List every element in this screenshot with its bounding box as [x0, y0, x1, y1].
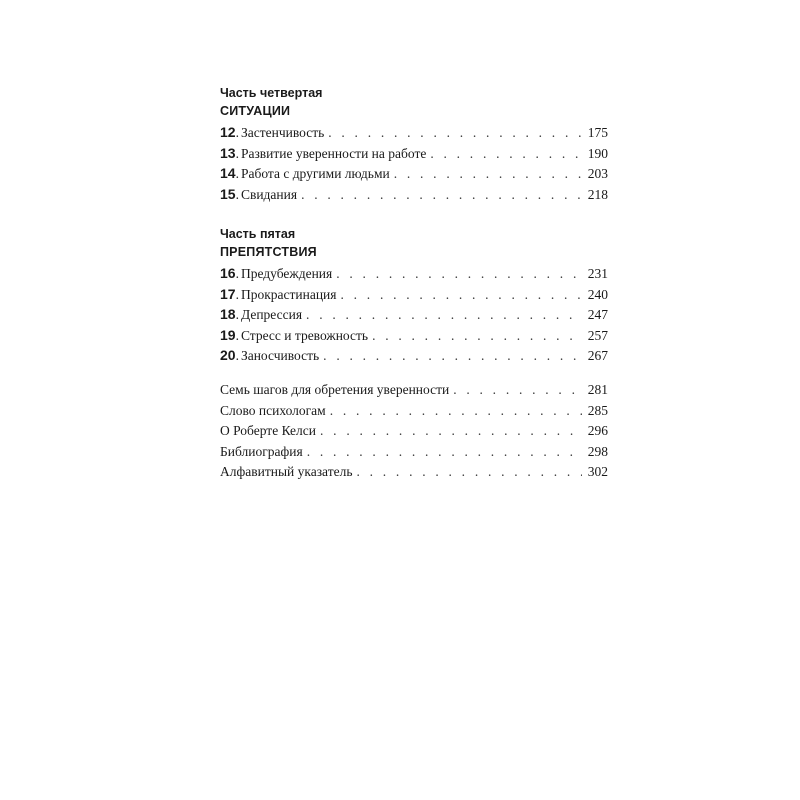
chapter-title: Прокрастинация	[240, 286, 337, 302]
chapter-title: Стресс и тревожность	[240, 327, 369, 343]
chapter-number: 18	[220, 306, 236, 322]
page-number: 298	[587, 443, 608, 459]
toc-entry-chapter-12[interactable]: 12 . Застенчивость . . . 175	[220, 122, 608, 143]
part-four-header	[220, 84, 608, 120]
dot-leader	[301, 185, 582, 206]
part-four-title: СИТУАЦИИ	[220, 104, 291, 118]
toc-entry-seven-steps[interactable]	[220, 380, 608, 401]
chapter-number: 17	[220, 285, 236, 302]
entry-title: Слово психологам	[220, 402, 326, 418]
part-five-chapter-list	[220, 263, 608, 366]
page-number: 296	[587, 423, 608, 438]
page-number: 240	[587, 286, 608, 302]
entry-title: Семь шагов для обретения уверенности	[220, 382, 450, 397]
chapter-title: Свидания	[240, 186, 298, 202]
page-number: 203	[587, 166, 608, 181]
part-four-chapter-list	[220, 122, 608, 204]
chapter-number: 14	[220, 165, 236, 181]
chapter-number: 19	[220, 326, 236, 343]
page-number: 218	[587, 186, 608, 202]
page-number: 190	[587, 145, 608, 161]
part-five-header	[220, 225, 608, 261]
toc-entry-chapter-14[interactable]: 14 . Работа с другими людьми . . . 203	[220, 163, 608, 184]
toc-entry-chapter-16[interactable]: 16 . Предубеждения . . . 231	[220, 263, 608, 284]
page-number: 302	[587, 464, 608, 479]
dot-leader	[336, 264, 582, 285]
dot-leader	[341, 285, 582, 306]
chapter-number: 20	[220, 347, 236, 363]
page-number: 285	[587, 402, 608, 418]
dot-leader	[372, 326, 582, 347]
toc-entry-chapter-15[interactable]: 15 . Свидания . . . 218	[220, 184, 608, 205]
page-number: 175	[587, 125, 608, 140]
dot-leader	[330, 401, 582, 422]
dot-leader	[328, 123, 582, 144]
page-number: 247	[587, 307, 608, 322]
chapter-title: Застенчивость	[240, 125, 325, 140]
dot-leader	[453, 380, 582, 401]
chapter-number: 12	[220, 124, 236, 140]
toc-entry-chapter-13[interactable]: 13 . Развитие уверенности на работе . . . 190	[220, 143, 608, 164]
toc-entry-chapter-19[interactable]: 19 . Стресс и тревожность . . . 257	[220, 325, 608, 346]
chapter-title: Работа с другими людьми	[240, 166, 390, 181]
chapter-title: Депрессия	[240, 307, 303, 322]
chapter-title: Предубеждения	[240, 266, 333, 281]
chapter-number: 15	[220, 185, 236, 202]
dot-leader	[320, 421, 582, 442]
chapter-title: Развитие уверенности на работе	[240, 145, 427, 161]
dot-leader	[430, 144, 581, 165]
chapter-number: 16	[220, 265, 236, 281]
chapter-number: 13	[220, 144, 236, 161]
toc-entry-alphabetical-index[interactable]	[220, 462, 608, 483]
chapter-title: Заносчивость	[240, 348, 320, 363]
toc-entry-chapter-18[interactable]: 18 . Депрессия . . . 247	[220, 304, 608, 325]
dot-leader	[323, 346, 582, 367]
dot-leader	[394, 164, 582, 185]
part-five-title: ПРЕПЯТСТВИЯ	[220, 245, 317, 259]
part-four-label: Часть четвертая	[220, 86, 323, 100]
page-number: 267	[587, 348, 608, 363]
page-number: 281	[587, 382, 608, 397]
entry-title: Библиография	[220, 443, 303, 459]
entry-title: Алфавитный указатель	[220, 464, 353, 479]
dot-leader	[356, 462, 581, 483]
dot-leader	[306, 305, 582, 326]
toc-entry-about-author[interactable]	[220, 421, 608, 442]
page-number: 231	[587, 266, 608, 281]
toc-entry-chapter-20[interactable]: 20 . Заносчивость . . . 267	[220, 345, 608, 366]
toc-entry-word-to-psychologists[interactable]	[220, 401, 608, 422]
dot-leader	[307, 442, 582, 463]
appendix-list	[220, 380, 608, 483]
page-number: 257	[587, 327, 608, 343]
toc-entry-bibliography[interactable]	[220, 442, 608, 463]
toc-entry-chapter-17[interactable]: 17 . Прокрастинация . . . 240	[220, 284, 608, 305]
part-five-label: Часть пятая	[220, 227, 296, 241]
entry-title: О Роберте Келси	[220, 423, 317, 438]
